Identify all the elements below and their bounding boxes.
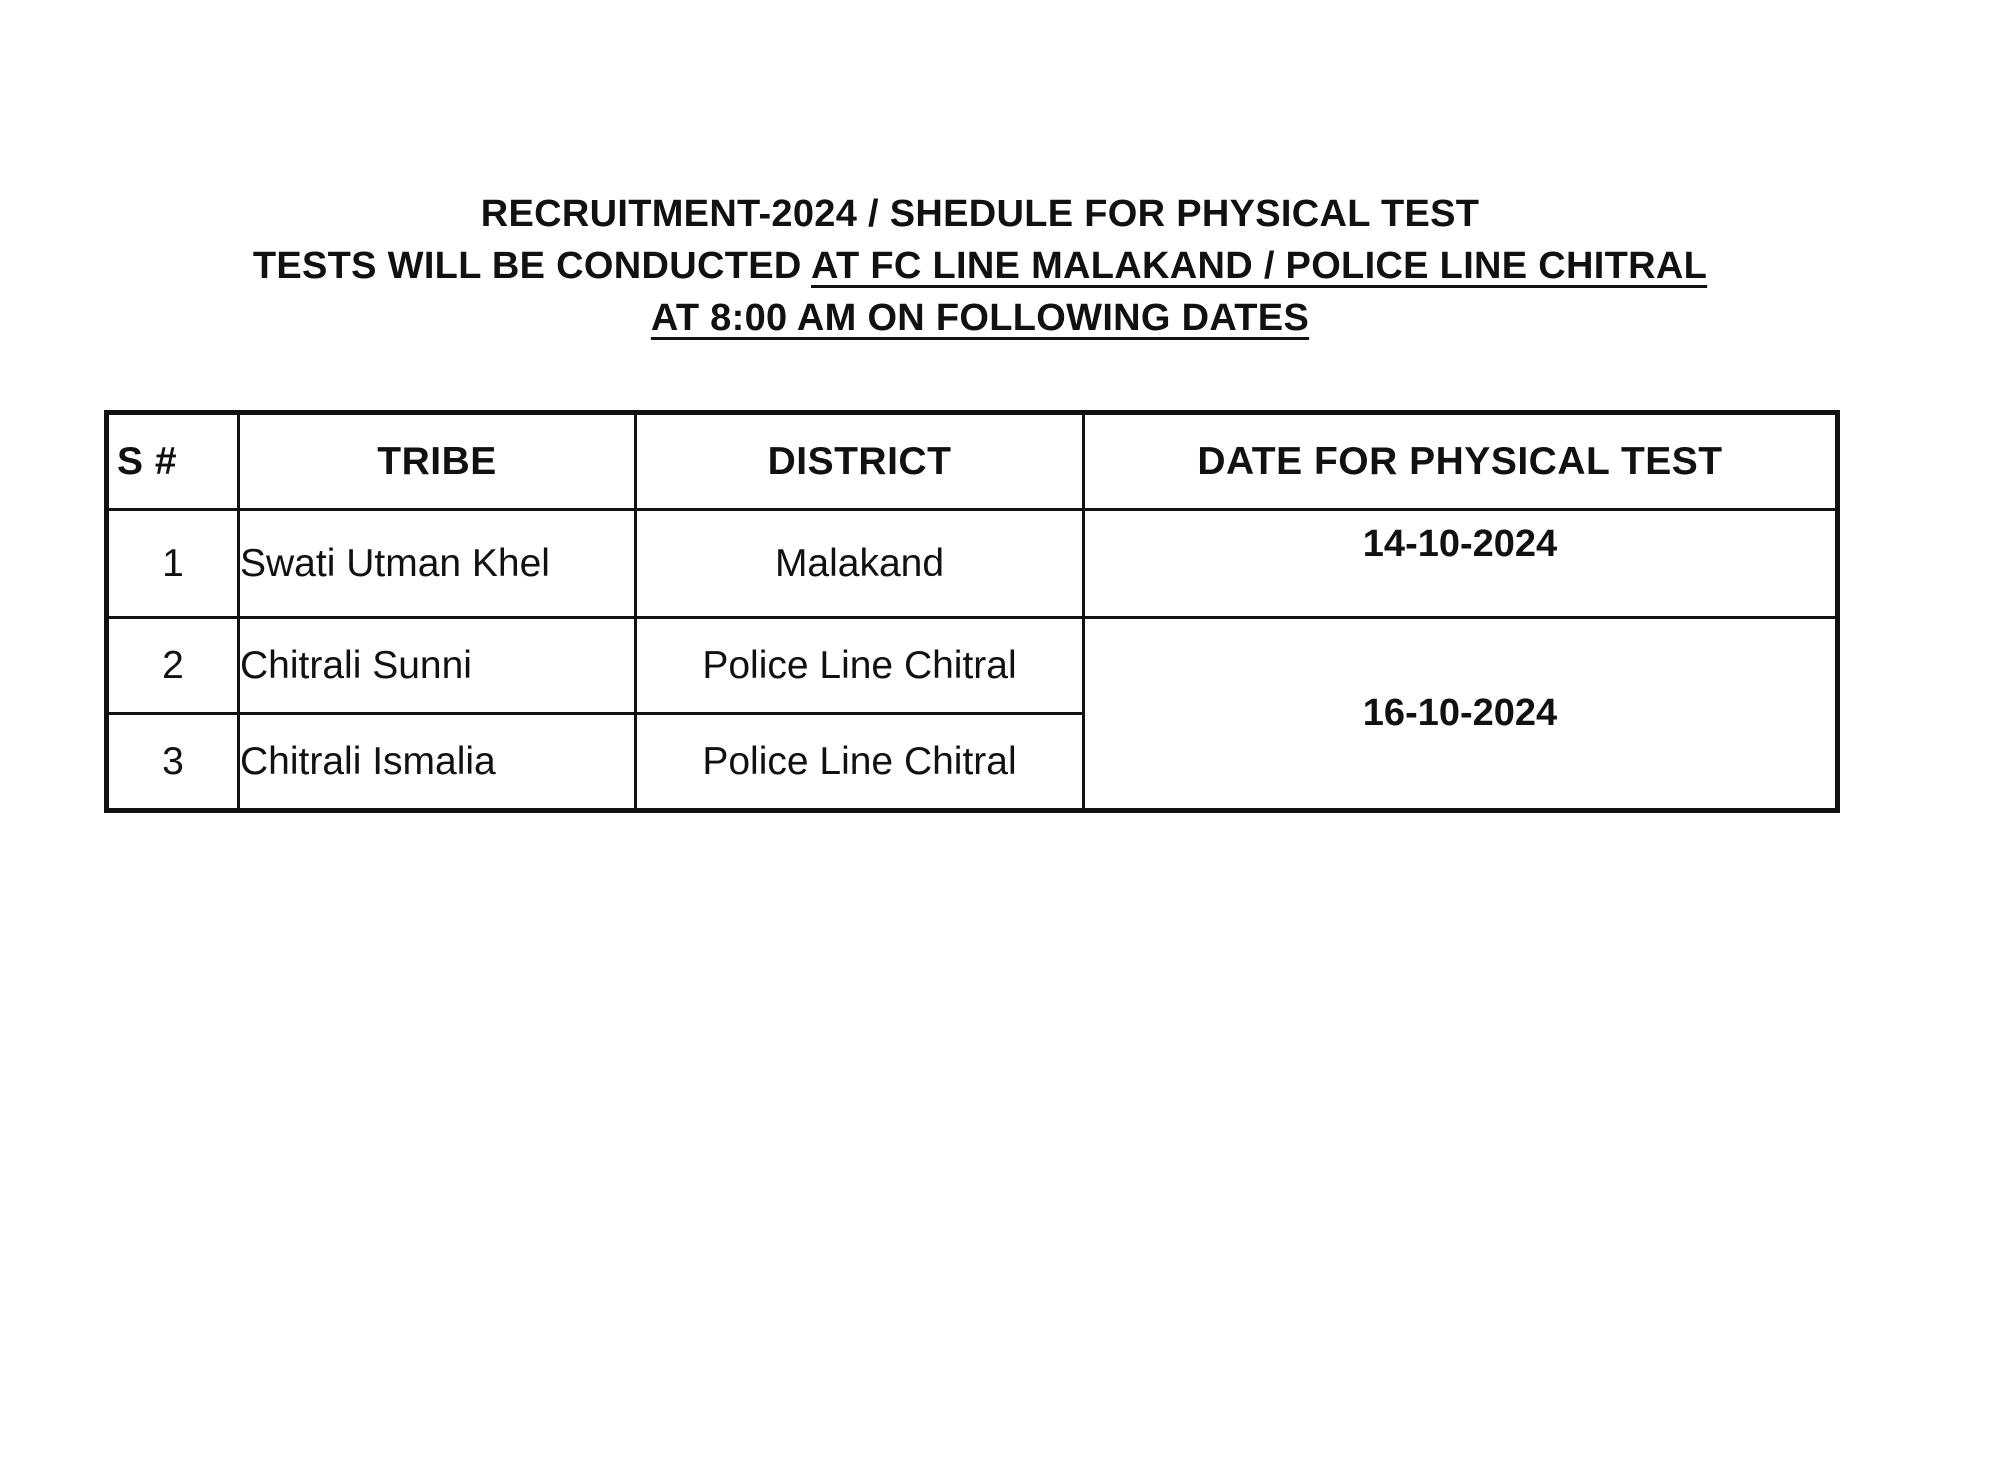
cell-date: 14-10-2024 <box>1084 510 1838 618</box>
column-header-sno: S # <box>107 413 239 510</box>
cell-tribe: Chitrali Ismalia <box>239 714 636 811</box>
heading-time-line <box>0 292 1960 344</box>
column-header-district: DISTRICT <box>636 413 1084 510</box>
document-heading <box>0 188 1960 344</box>
cell-sno: 2 <box>107 618 239 714</box>
cell-sno: 3 <box>107 714 239 811</box>
cell-date: 16-10-2024 <box>1084 618 1838 811</box>
cell-tribe: Chitrali Sunni <box>239 618 636 714</box>
heading-venue-line <box>0 240 1960 292</box>
cell-sno: 1 <box>107 510 239 618</box>
cell-district: Police Line Chitral <box>636 618 1084 714</box>
cell-tribe: Swati Utman Khel <box>239 510 636 618</box>
heading-venue: AT FC LINE MALAKAND / POLICE LINE CHITRAL <box>811 245 1708 287</box>
schedule-table <box>104 410 1840 813</box>
table-row <box>107 510 1838 618</box>
column-header-tribe: TRIBE <box>239 413 636 510</box>
column-header-date: DATE FOR PHYSICAL TEST <box>1084 413 1838 510</box>
heading-venue-prefix: TESTS WILL BE CONDUCTED <box>252 245 812 287</box>
cell-district: Malakand <box>636 510 1084 618</box>
heading-title: RECRUITMENT-2024 / SHEDULE FOR PHYSICAL TEST <box>480 193 1480 235</box>
table-header-row <box>107 413 1838 510</box>
table-row <box>107 618 1838 714</box>
heading-time: AT 8:00 AM ON FOLLOWING DATES <box>650 297 1310 339</box>
cell-district: Police Line Chitral <box>636 714 1084 811</box>
